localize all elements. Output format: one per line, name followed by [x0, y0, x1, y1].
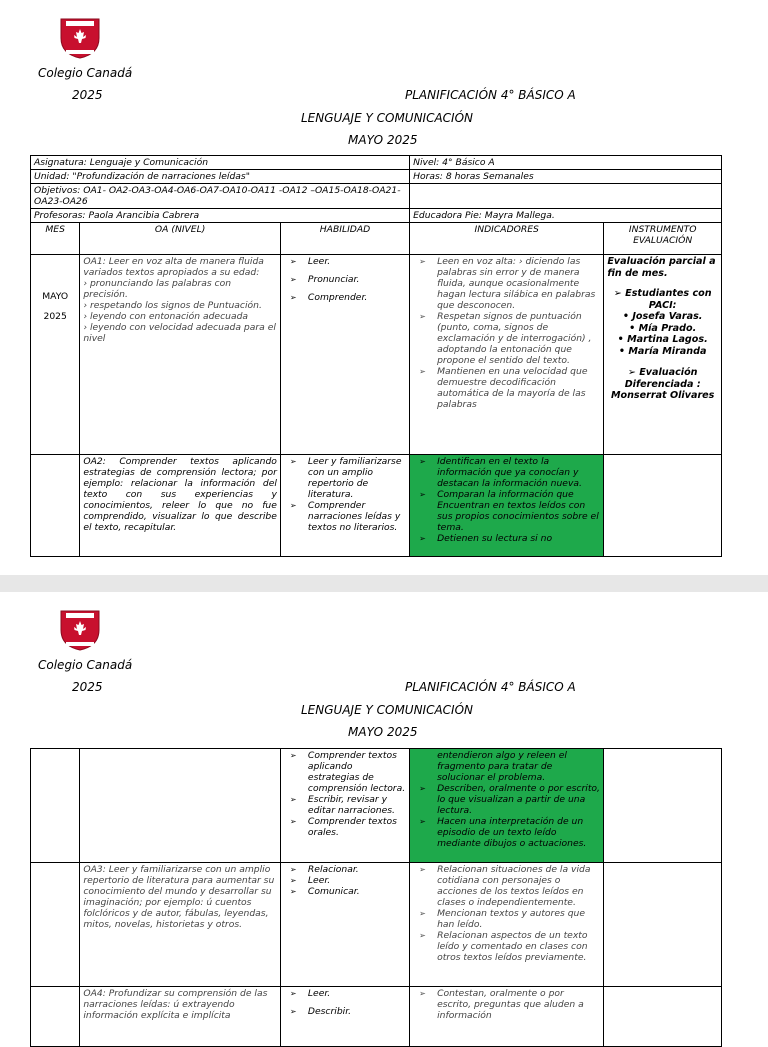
oa1-line: › respetando los signos de Puntuación. — [83, 300, 262, 311]
oa3-cell: OA3: Leer y familiarizarse con un amplio repertorio de literatura para aumentar su conocimiento del mundo y desarrollar su imaginación; por ejemplo: ú cuentos folclóricos y de autor, fábulas, leyendas, mitos, novelas, historietas y otros. — [80, 863, 281, 987]
habilidad-item: ➢ Pronunciar. — [284, 274, 406, 285]
indicadores-cell-highlighted — [410, 749, 604, 863]
month-value: MAYO — [42, 291, 69, 302]
indicador-item: ➢ Mantienen en una velocidad que demuestre decodificación automática de la mayoría de las palabras — [413, 366, 600, 410]
habilidad-item: ➢ Comprender textos orales. — [284, 816, 406, 838]
habilidad-cell — [280, 455, 409, 557]
month-year: 2025 — [43, 311, 67, 322]
school-name: Colegio Canadá — [38, 66, 133, 80]
indicador-item: ➢ Detienen su lectura si no — [413, 533, 600, 544]
indicador-item: ➢ Leen en voz alta: › diciendo las palabras sin error y de manera fluida, aunque ocasionalmente hagan lectura silábica en palabras que desconocen. — [413, 256, 600, 311]
eval-teacher: Monserrat Olivares — [610, 390, 715, 401]
page-separator — [0, 575, 768, 592]
indicadores-cell — [410, 987, 604, 1047]
oa2-cell: OA2: Comprender textos aplicando estrategias de comprensión lectora; por ejemplo: relacionar la información del texto con sus experiencias y conocimientos, releer lo que no fue comprendido, visualizar lo que describe el texto, recapitular. — [80, 455, 281, 557]
indicador-item: ➢ Respetan signos de puntuación (punto, coma, signos de exclamación y de interrogación) , adoptando la entonación que propone el sentido del texto. — [413, 311, 600, 366]
oa1-line: › pronunciando las palabras con precisión. — [83, 278, 232, 300]
col-header-mes: MES — [31, 223, 80, 255]
month-title: MAYO 2025 — [348, 725, 418, 739]
oa1-title: OA1: Leer en voz alta de manera fluida variados textos apropiados a su edad: — [83, 256, 264, 278]
habilidad-cell — [280, 749, 409, 863]
oa1-cell — [80, 255, 281, 455]
unidad-cell: Unidad: "Profundización de narraciones leídas" — [31, 170, 410, 184]
col-header-oa: OA (NIVEL) — [80, 223, 281, 255]
indicadores-cell-highlighted — [410, 455, 604, 557]
horas-cell: Horas: 8 horas Semanales — [410, 170, 722, 184]
habilidad-item: ➢ Escribir, revisar y editar narraciones. — [284, 794, 406, 816]
school-crest-logo — [57, 16, 103, 60]
year-label: 2025 — [72, 88, 103, 102]
school-crest-logo — [57, 608, 103, 652]
indicador-item: ➢ Identifican en el texto la información que ya conocían y destacan la información nueva. — [413, 456, 600, 489]
habilidad-item: ➢ Leer. — [284, 875, 406, 886]
oa1-line: › leyendo con entonación adecuada — [83, 311, 249, 322]
evaluation-cell — [604, 255, 722, 455]
eval-student: • Mía Prado. — [629, 322, 697, 334]
col-header-instrumento: INSTRUMENTO EVALUACIÓN — [604, 223, 722, 255]
year-label: 2025 — [72, 680, 103, 694]
nivel-cell: Nivel: 4° Básico A — [410, 156, 722, 170]
col-header-habilidad: HABILIDAD — [280, 223, 409, 255]
indicador-item: ➢ Contestan, oralmente o por escrito, preguntas que aluden a información — [413, 988, 600, 1021]
habilidad-item: ➢ Comprender narraciones leídas y textos no literarios. — [284, 500, 406, 533]
subject-title: LENGUAJE Y COMUNICACIÓN — [301, 111, 474, 125]
habilidad-item: ➢ Relacionar. — [284, 864, 406, 875]
habilidad-item: ➢ Comprender. — [284, 292, 406, 303]
eval-student: • Martina Lagos. — [617, 334, 708, 345]
habilidad-item: ➢ Comunicar. — [284, 886, 406, 897]
plan-title: PLANIFICACIÓN 4° BÁSICO A — [405, 88, 576, 102]
oa1-line: › leyendo con velocidad adecuada para el nivel — [83, 322, 276, 344]
page-2 — [0, 592, 768, 1024]
habilidad-item: ➢ Describir. — [284, 1006, 406, 1017]
habilidad-item: ➢ Leer. — [284, 988, 406, 999]
school-name: Colegio Canadá — [38, 658, 133, 672]
profesoras-cell: Profesoras: Paola Arancibia Cabrera — [31, 209, 410, 223]
indicadores-cell — [410, 863, 604, 987]
indicador-item: ➢ Relacionan aspectos de un texto leído y comentado en clases con otros textos leídos previamente. — [413, 930, 600, 963]
col-header-indicadores: INDICADORES — [410, 223, 604, 255]
habilidad-cell — [280, 255, 409, 455]
indicador-item: ➢ Describen, oralmente o por escrito, lo que visualizan a partir de una lectura. — [413, 783, 600, 816]
habilidad-item: ➢ Comprender textos aplicando estrategias de comprensión lectora. — [284, 750, 406, 794]
eval-paci: ➢ Estudiantes con PACI: — [613, 288, 712, 311]
asignatura-cell: Asignatura: Lenguaje y Comunicación — [31, 156, 410, 170]
habilidad-item: ➢ Leer. — [284, 256, 406, 267]
indicador-item: ➢ Mencionan textos y autores que han leído. — [413, 908, 600, 930]
eval-title: Evaluación parcial a fin de mes. — [607, 256, 716, 279]
planning-table-page-2 — [30, 748, 722, 1047]
planning-table-page-1 — [30, 155, 722, 557]
eval-dif: ➢ Evaluación Diferenciada : — [624, 367, 701, 390]
indicador-item: ➢ Comparan la información que Encuentran en textos leídos con sus propios conocimientos sobre el tema. — [413, 489, 600, 533]
objetivos-cell: Objetivos: OA1- OA2-OA3-OA4-OA6-OA7-OA10-OA11 -OA12 –OA15-OA18-OA21-OA23-OA26 — [31, 184, 410, 209]
month-title: MAYO 2025 — [348, 133, 418, 147]
habilidad-cell — [280, 863, 409, 987]
oa4-cell: OA4: Profundizar su comprensión de las narraciones leídas: ú extrayendo información explícita e implícita — [80, 987, 281, 1047]
indicador-continuation: entendieron algo y releen el fragmento para tratar de solucionar el problema. — [437, 750, 567, 783]
eval-student: • Josefa Varas. — [622, 311, 703, 322]
eval-student: • María Miranda — [618, 345, 707, 357]
indicador-item: ➢ Relacionan situaciones de la vida cotidiana con personajes o acciones de los textos leídos en clases o independientemente. — [413, 864, 600, 908]
indicador-item: ➢ Hacen una interpretación de un episodio de un texto leído mediante dibujos o actuaciones. — [413, 816, 600, 849]
educadora-cell: Educadora Pie: Mayra Mallega. — [410, 209, 722, 223]
habilidad-item: ➢ Leer y familiarizarse con un amplio repertorio de literatura. — [284, 456, 406, 500]
plan-title: PLANIFICACIÓN 4° BÁSICO A — [405, 680, 576, 694]
eval-students-list — [607, 311, 718, 357]
subject-title: LENGUAJE Y COMUNICACIÓN — [301, 703, 474, 717]
habilidad-cell — [280, 987, 409, 1047]
month-cell — [31, 255, 80, 455]
indicadores-cell — [410, 255, 604, 455]
